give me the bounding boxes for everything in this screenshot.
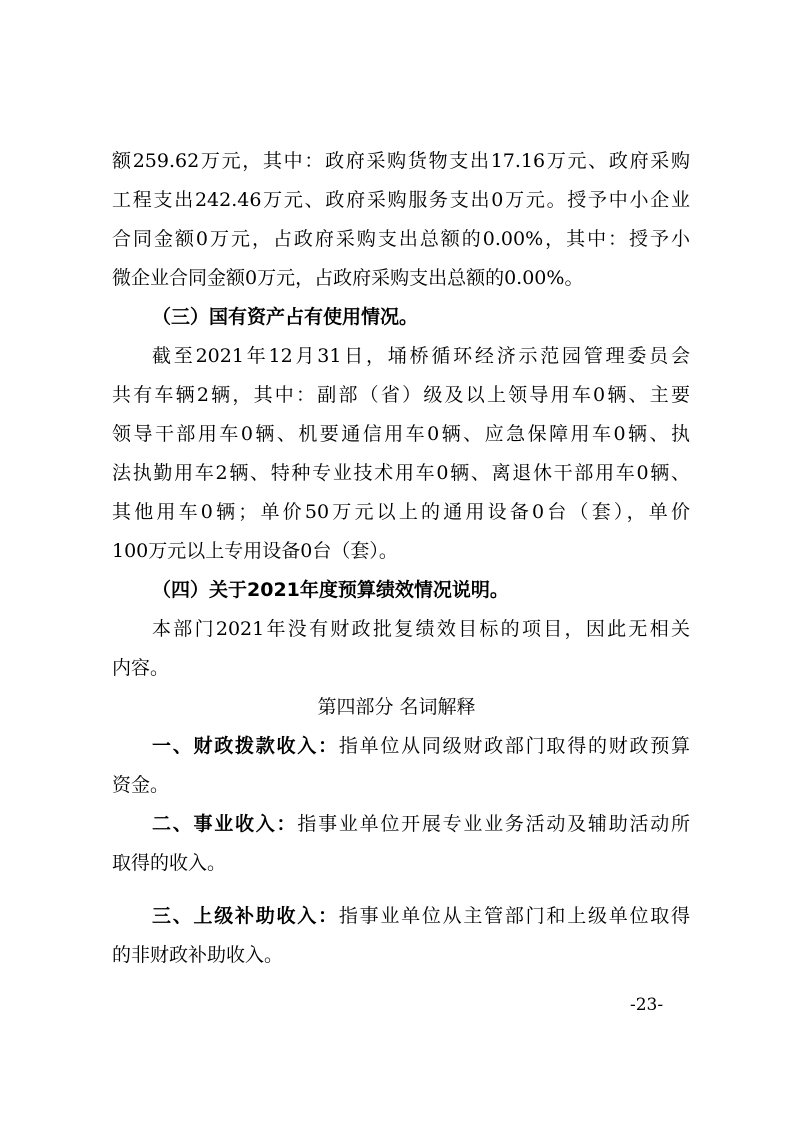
paragraph-line: 合同金额0万元，占政府采购支出总额的0.00%，其中：授予小	[112, 228, 690, 250]
term-text: 指单位从同级财政部门取得的财政预算	[338, 735, 690, 757]
section-heading: （三）国有资产占有使用情况。	[152, 306, 419, 328]
term-definition	[152, 733, 690, 759]
term-text: 指事业单位从主管部门和上级单位取得	[338, 905, 690, 927]
paragraph-line: 工程支出242.46万元、政府采购服务支出0万元。授予中小企业	[112, 189, 690, 211]
term-label: 三、上级补助收入：	[152, 905, 339, 927]
paragraph-line: 共有车辆2辆，其中：副部（省）级及以上领导用车0辆、主要	[112, 384, 690, 406]
term-text: 指事业单位开展专业业务活动及辅助活动所	[297, 813, 690, 835]
paragraph-line: 的非财政补助收入。	[112, 944, 284, 966]
paragraph-line: 微企业合同金额0万元，占政府采购支出总额的0.00%。	[112, 267, 584, 289]
paragraph-line: 100万元以上专用设备0台（套）。	[112, 540, 398, 562]
paragraph-line: 取得的收入。	[112, 852, 227, 874]
paragraph-line: 额259.62万元，其中：政府采购货物支出17.16万元、政府采购	[112, 150, 690, 172]
paragraph-line: 法执勤用车2辆、特种专业技术用车0辆、离退休干部用车0辆、	[112, 462, 690, 484]
paragraph-line: 其他用车0辆；单价50万元以上的通用设备0台（套），单价	[112, 501, 690, 523]
section-heading: （四）关于2021年度预算绩效情况说明。	[152, 579, 509, 601]
part-title: 第四部分 名词解释	[317, 696, 476, 718]
paragraph-line: 领导干部用车0辆、机要通信用车0辆、应急保障用车0辆、执	[112, 423, 690, 445]
term-definition	[152, 903, 690, 929]
paragraph-line: 资金。	[112, 774, 170, 796]
paragraph-line: 截至2021年12月31日，埇桥循环经济示范园管理委员会	[152, 345, 690, 367]
paragraph-line: 本部门2021年没有财政批复绩效目标的项目，因此无相关	[152, 618, 690, 640]
term-label: 一、财政拨款收入：	[152, 735, 339, 757]
page-number: -23-	[630, 995, 664, 1015]
term-definition	[152, 811, 690, 837]
term-label: 二、事业收入：	[152, 813, 298, 835]
paragraph-line: 内容。	[112, 657, 170, 679]
